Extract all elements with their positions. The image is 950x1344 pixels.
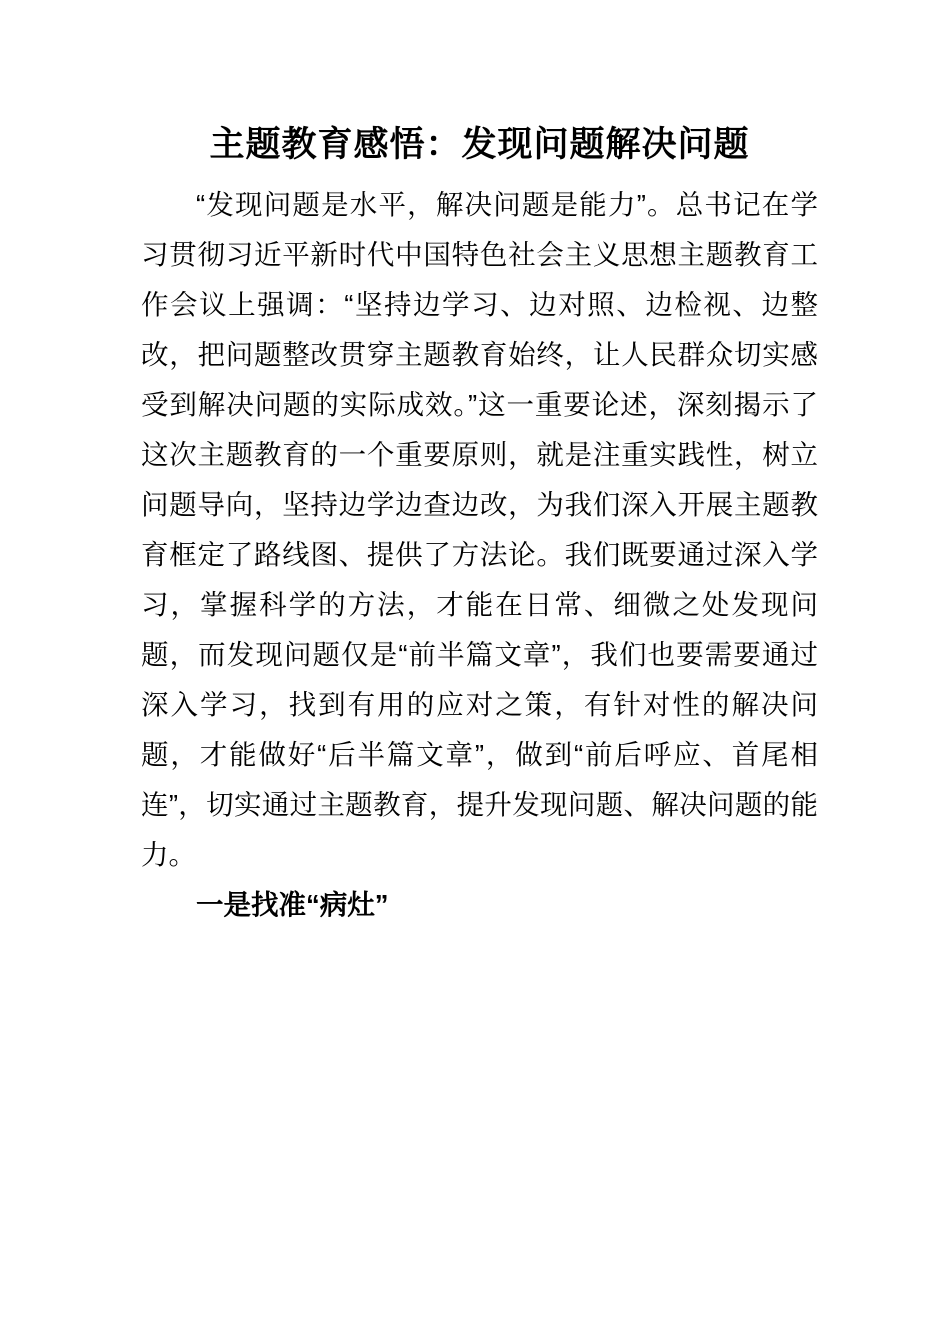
body-paragraph: “发现问题是水平，解决问题是能力”。总书记在学习贯彻习近平新时代中国特色社会主义思想主题教育工作会议上强调：“坚持边学习、边对照、边检视、边整改，把问题整改贯穿主题教育始终，让人民群众切实感受到解决问题的实际成效。”这一重要论述，深刻揭示了这次主题教育的一个重要原则，就是注重实践性，树立问题导向，坚持边学边查边改，为我们深入开展主题教育框定了路线图、提供了方法论。我们既要通过深入学习，掌握科学的方法，才能在日常、细微之处发现问题，而发现问题仅是“前半篇文章”，我们也要需要通过深入学习，找到有用的应对之策，有针对性的解决问题，才能做好“后半篇文章”，做到“前后呼应、首尾相连”，切实通过主题教育，提升发现问题、解决问题的能力。 — [141, 189, 818, 870]
section-heading: 一是找准“病灶” — [196, 889, 389, 920]
document-title: 主题教育感悟：发现问题解决问题 — [209, 125, 750, 164]
